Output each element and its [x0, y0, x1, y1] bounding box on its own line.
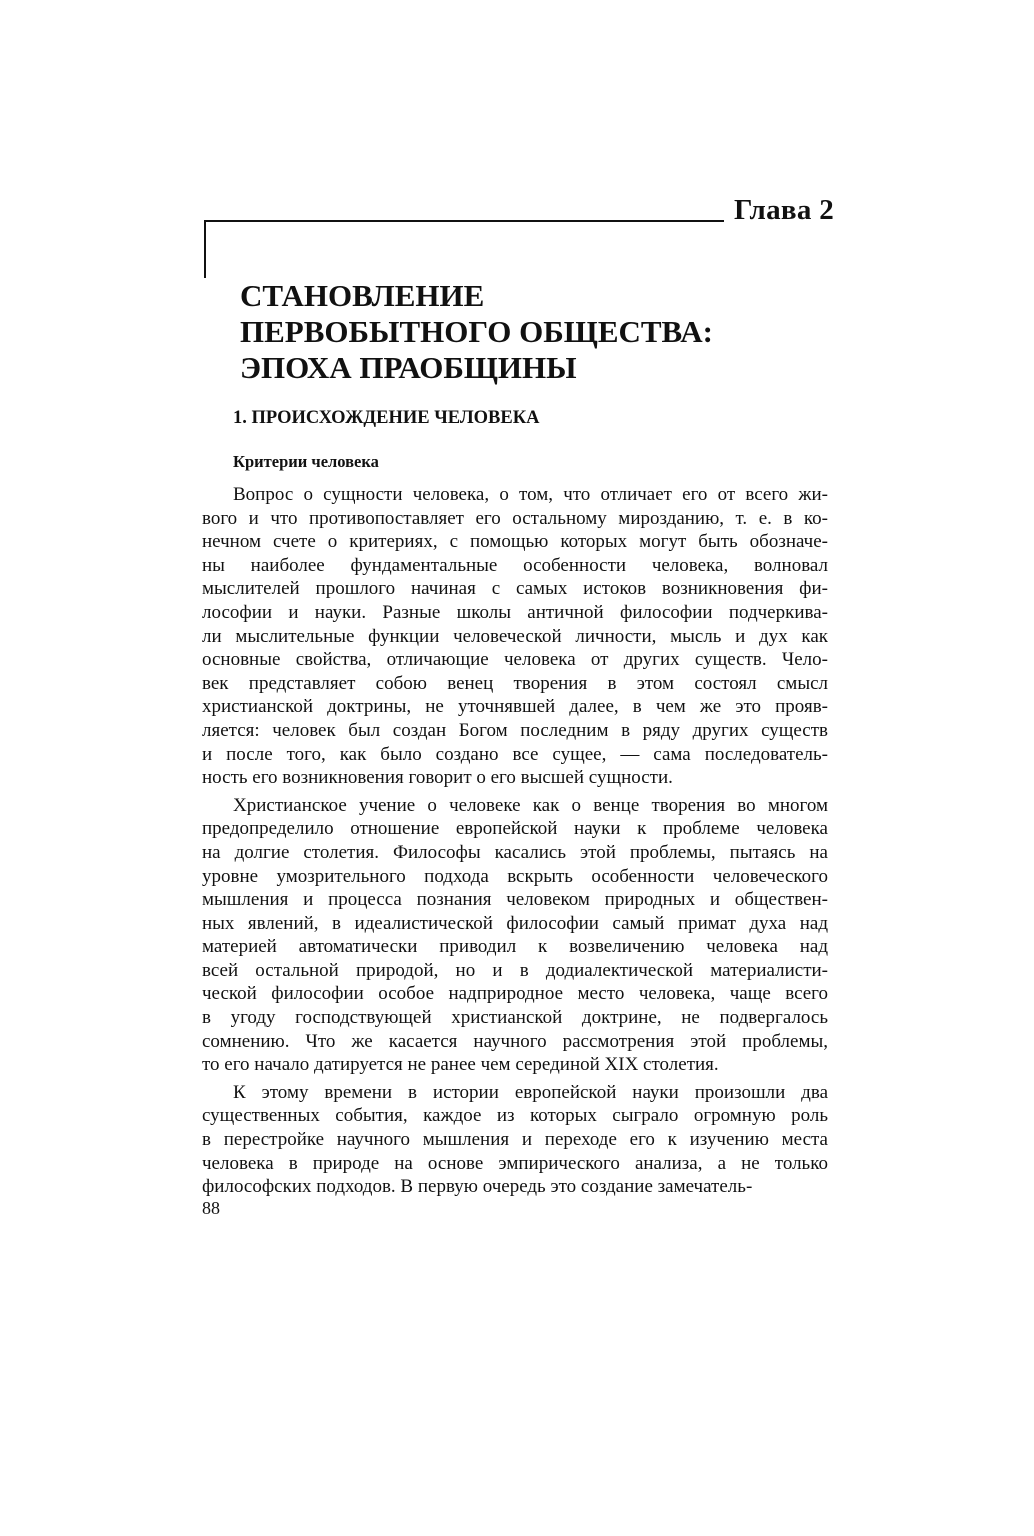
- chapter-title: [240, 278, 713, 386]
- text-line: ных явлений, в идеалистической философии самый примат духа над: [202, 912, 828, 934]
- chapter-title-line: ЭПОХА ПРАОБЩИНЫ: [240, 350, 577, 385]
- chapter-label: Глава 2: [734, 194, 834, 226]
- text-line: Вопрос о сущности человека, о том, что отличает его от всего жи-: [233, 484, 828, 505]
- body-paragraph: [202, 1081, 828, 1199]
- page-number: 88: [202, 1198, 220, 1218]
- text-line: то его начало датируется не ранее чем серединой XIX столетия.: [202, 1054, 719, 1076]
- text-line: материей автоматически приводил к возвеличению человека над: [202, 936, 828, 958]
- text-line: всей остальной природой, но и в додиалектической материалисти-: [202, 959, 828, 981]
- text-line: ческой философии особое надприродное место человека, чаще всего: [202, 983, 828, 1005]
- body-paragraph: [202, 794, 828, 1077]
- text-line: в перестройке научного мышления и переходе его к изучению места: [202, 1129, 828, 1151]
- text-line: христианской доктрины, не уточнявшей далее, в чем же это прояв-: [202, 696, 828, 718]
- body-paragraph: [202, 483, 828, 790]
- text-line: существенных события, каждое из которых сыграло огромную роль: [202, 1105, 828, 1127]
- text-line: мыслителей прошлого начиная с самых истоков возникновения фи-: [202, 578, 828, 600]
- text-line: на долгие столетия. Философы касались этой проблемы, пытаясь на: [202, 841, 828, 863]
- text-line: ны наиболее фундаментальные особенности человека, волновал: [202, 554, 828, 576]
- text-line: в угоду господствующей христианской доктрине, не подвергалось: [202, 1007, 828, 1029]
- text-line: уровне умозрительного подхода вскрыть особенности человеческого: [202, 865, 828, 887]
- chapter-rule-vertical: [204, 220, 206, 278]
- chapter-title-line: СТАНОВЛЕНИЕ: [240, 278, 485, 313]
- text-line: основные свойства, отличающие человека от других существ. Чело-: [202, 649, 828, 671]
- text-line: мышления и процесса познания человеком природных и обществен-: [202, 889, 828, 911]
- section-heading: 1. ПРОИСХОЖДЕНИЕ ЧЕЛОВЕКА: [233, 408, 540, 428]
- text-line: сомнению. Что же касается научного рассмотрения этой проблемы,: [202, 1030, 828, 1052]
- text-line: человека в природе на основе эмпирического анализа, а не только: [202, 1152, 828, 1174]
- text-line: нечном счете о критериях, с помощью которых могут быть обозначе-: [202, 531, 828, 553]
- subsection-heading: Критерии человека: [233, 452, 379, 471]
- text-line: и после того, как было создано все сущее, — сама последователь-: [202, 743, 828, 765]
- text-line: Христианское учение о человеке как о венце творения во многом: [233, 794, 828, 816]
- chapter-rule-horizontal: [204, 220, 724, 222]
- text-line: ляется: человек был создан Богом последним в ряду других существ: [202, 719, 828, 741]
- body-text: [202, 483, 828, 1203]
- text-line: ли мыслительные функции человеческой личности, мысль и дух как: [202, 625, 828, 647]
- text-line: лософии и науки. Разные школы античной философии подчеркива-: [202, 601, 828, 623]
- text-line: философских подходов. В первую очередь это создание замечатель-: [202, 1176, 753, 1198]
- text-line: век представляет собою венец творения в этом состоял смысл: [202, 672, 828, 694]
- text-line: вого и что противопоставляет его остальному мирозданию, т. е. в ко-: [202, 507, 828, 529]
- text-line: К этому времени в истории европейской науки произошли два: [233, 1081, 828, 1103]
- text-line: ность его возникновения говорит о его высшей сущности.: [202, 767, 673, 789]
- chapter-title-line: ПЕРВОБЫТНОГО ОБЩЕСТВА:: [240, 314, 713, 349]
- text-line: предопределило отношение европейской науки к проблеме человека: [202, 818, 828, 840]
